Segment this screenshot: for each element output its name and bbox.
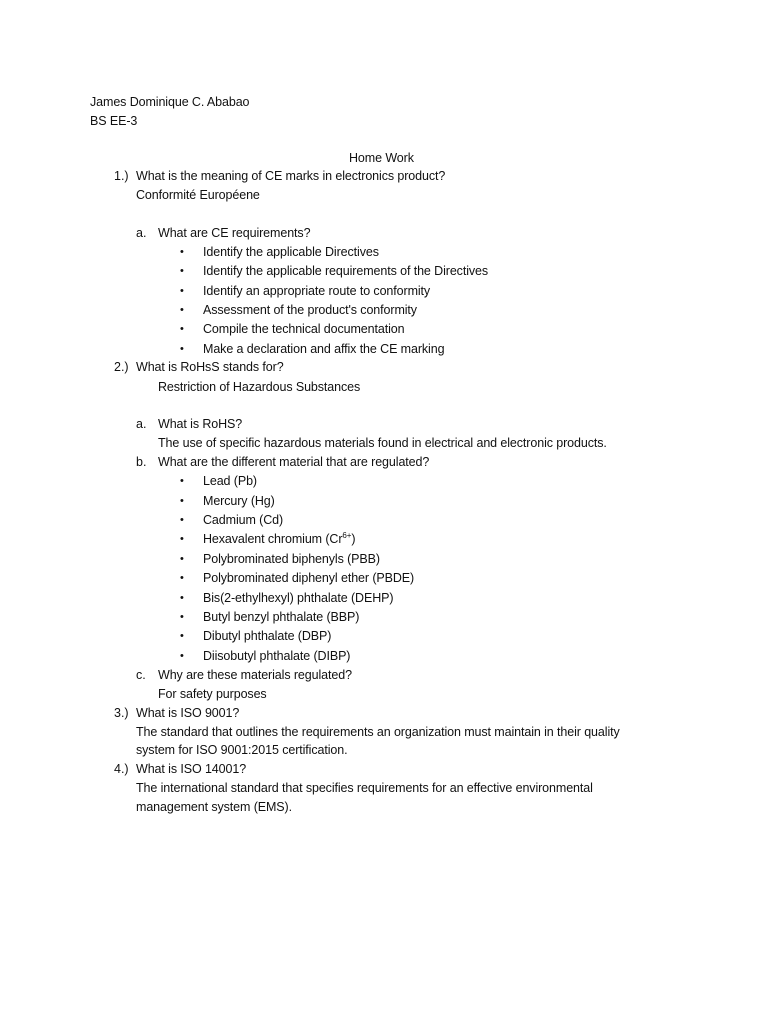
bullet-glyph: • [180, 323, 184, 335]
bullet-glyph: • [180, 533, 184, 545]
bullet-glyph: • [180, 495, 184, 507]
q4-number: 4.) [114, 762, 129, 776]
bullet-glyph: • [180, 630, 184, 642]
bullet-glyph: • [180, 304, 184, 316]
q3-answer-line1: The standard that outlines the requirements an organization must maintain in their quality [136, 725, 620, 739]
author-name: James Dominique C. Ababao [90, 95, 250, 109]
q3-question: What is ISO 9001? [136, 706, 240, 720]
q2a-question: What is RoHS? [158, 417, 243, 431]
q3-answer-line2: system for ISO 9001:2015 certification. [136, 743, 348, 757]
bullet-glyph: • [180, 553, 184, 565]
bullet-glyph: • [180, 650, 184, 662]
bullet-glyph: • [180, 285, 184, 297]
q2a-answer: The use of specific hazardous materials found in electrical and electronic products. [158, 436, 607, 450]
q2-number: 2.) [114, 360, 129, 374]
q2c-letter: c. [136, 668, 146, 682]
bullet-glyph: • [180, 592, 184, 604]
bullet-glyph: • [180, 246, 184, 258]
bullet-glyph: • [180, 611, 184, 623]
bullet-glyph: • [180, 475, 184, 487]
q2b-letter: b. [136, 455, 147, 469]
q2c-question: Why are these materials regulated? [158, 668, 352, 682]
q2-question: What is RoHsS stands for? [136, 360, 284, 374]
q2-answer: Restriction of Hazardous Substances [158, 380, 361, 394]
bullet-glyph: • [180, 572, 184, 584]
q4-question: What is ISO 14001? [136, 762, 247, 776]
course-label: BS EE-3 [90, 114, 138, 128]
q2b-question: What are the different material that are regulated? [158, 455, 430, 469]
bullet-glyph: • [180, 514, 184, 526]
q3-number: 3.) [114, 706, 129, 720]
q1-question: What is the meaning of CE marks in electronics product? [136, 169, 446, 183]
q2c-answer: For safety purposes [158, 687, 267, 701]
q2a-letter: a. [136, 417, 147, 431]
q1-answer: Conformité Européene [136, 188, 260, 202]
q1a-question: What are CE requirements? [158, 226, 311, 240]
q4-answer-line1: The international standard that specifies requirements for an effective environmental [136, 781, 593, 795]
bullet-glyph: • [180, 343, 184, 355]
document-title: Home Work [349, 151, 414, 165]
q4-answer-line2: management system (EMS). [136, 800, 292, 814]
q1a-letter: a. [136, 226, 147, 240]
q1-number: 1.) [114, 169, 129, 183]
bullet-glyph: • [180, 265, 184, 277]
document-page: James Dominique C. Ababao BS EE-3 Home Work 1.) What is the meaning of CE marks in electronics product? Conformité Européene a. What are CE requirements? • Identify the applicable Directives • Identify the applicable requirements of the Directives • Identify an appropriate route to conformity • Assessment of the product's conformity • Compile the technical documentation • Make a declaration and affix the CE marking 2.) What is RoHsS stands for? Restriction of Hazardous Substances a. What is RoHS? The use of specific hazardous materials found in electrical and electronic products. b. What are the different material that are regulated? • Lead (Pb) • Mercury (Hg) • Cadmium (Cd) • Hexavalent chromium $(Cr^{6+})$ • Polybrominated biphenyls (PBB) • Polybrominated diphenyl ether (PBDE) • Bis(2-ethylhexyl) phthalate (DEHP) • Butyl benzyl phthalate (BBP) • Dibutyl phthalate (DBP) • Diisobutyl phthalate (DIBP) c. Why are these materials regulated? For safety purposes 3.) What is ISO 9001? The standard that outlines the requirements an organization must maintain in their quality system for ISO 9001:2015 certification. 4.) What is ISO 14001? The international standard that specifies requirements for an effective environmental management system (EMS). [0, 0, 768, 1024]
superscript-6plus: 6+ [342, 530, 352, 540]
